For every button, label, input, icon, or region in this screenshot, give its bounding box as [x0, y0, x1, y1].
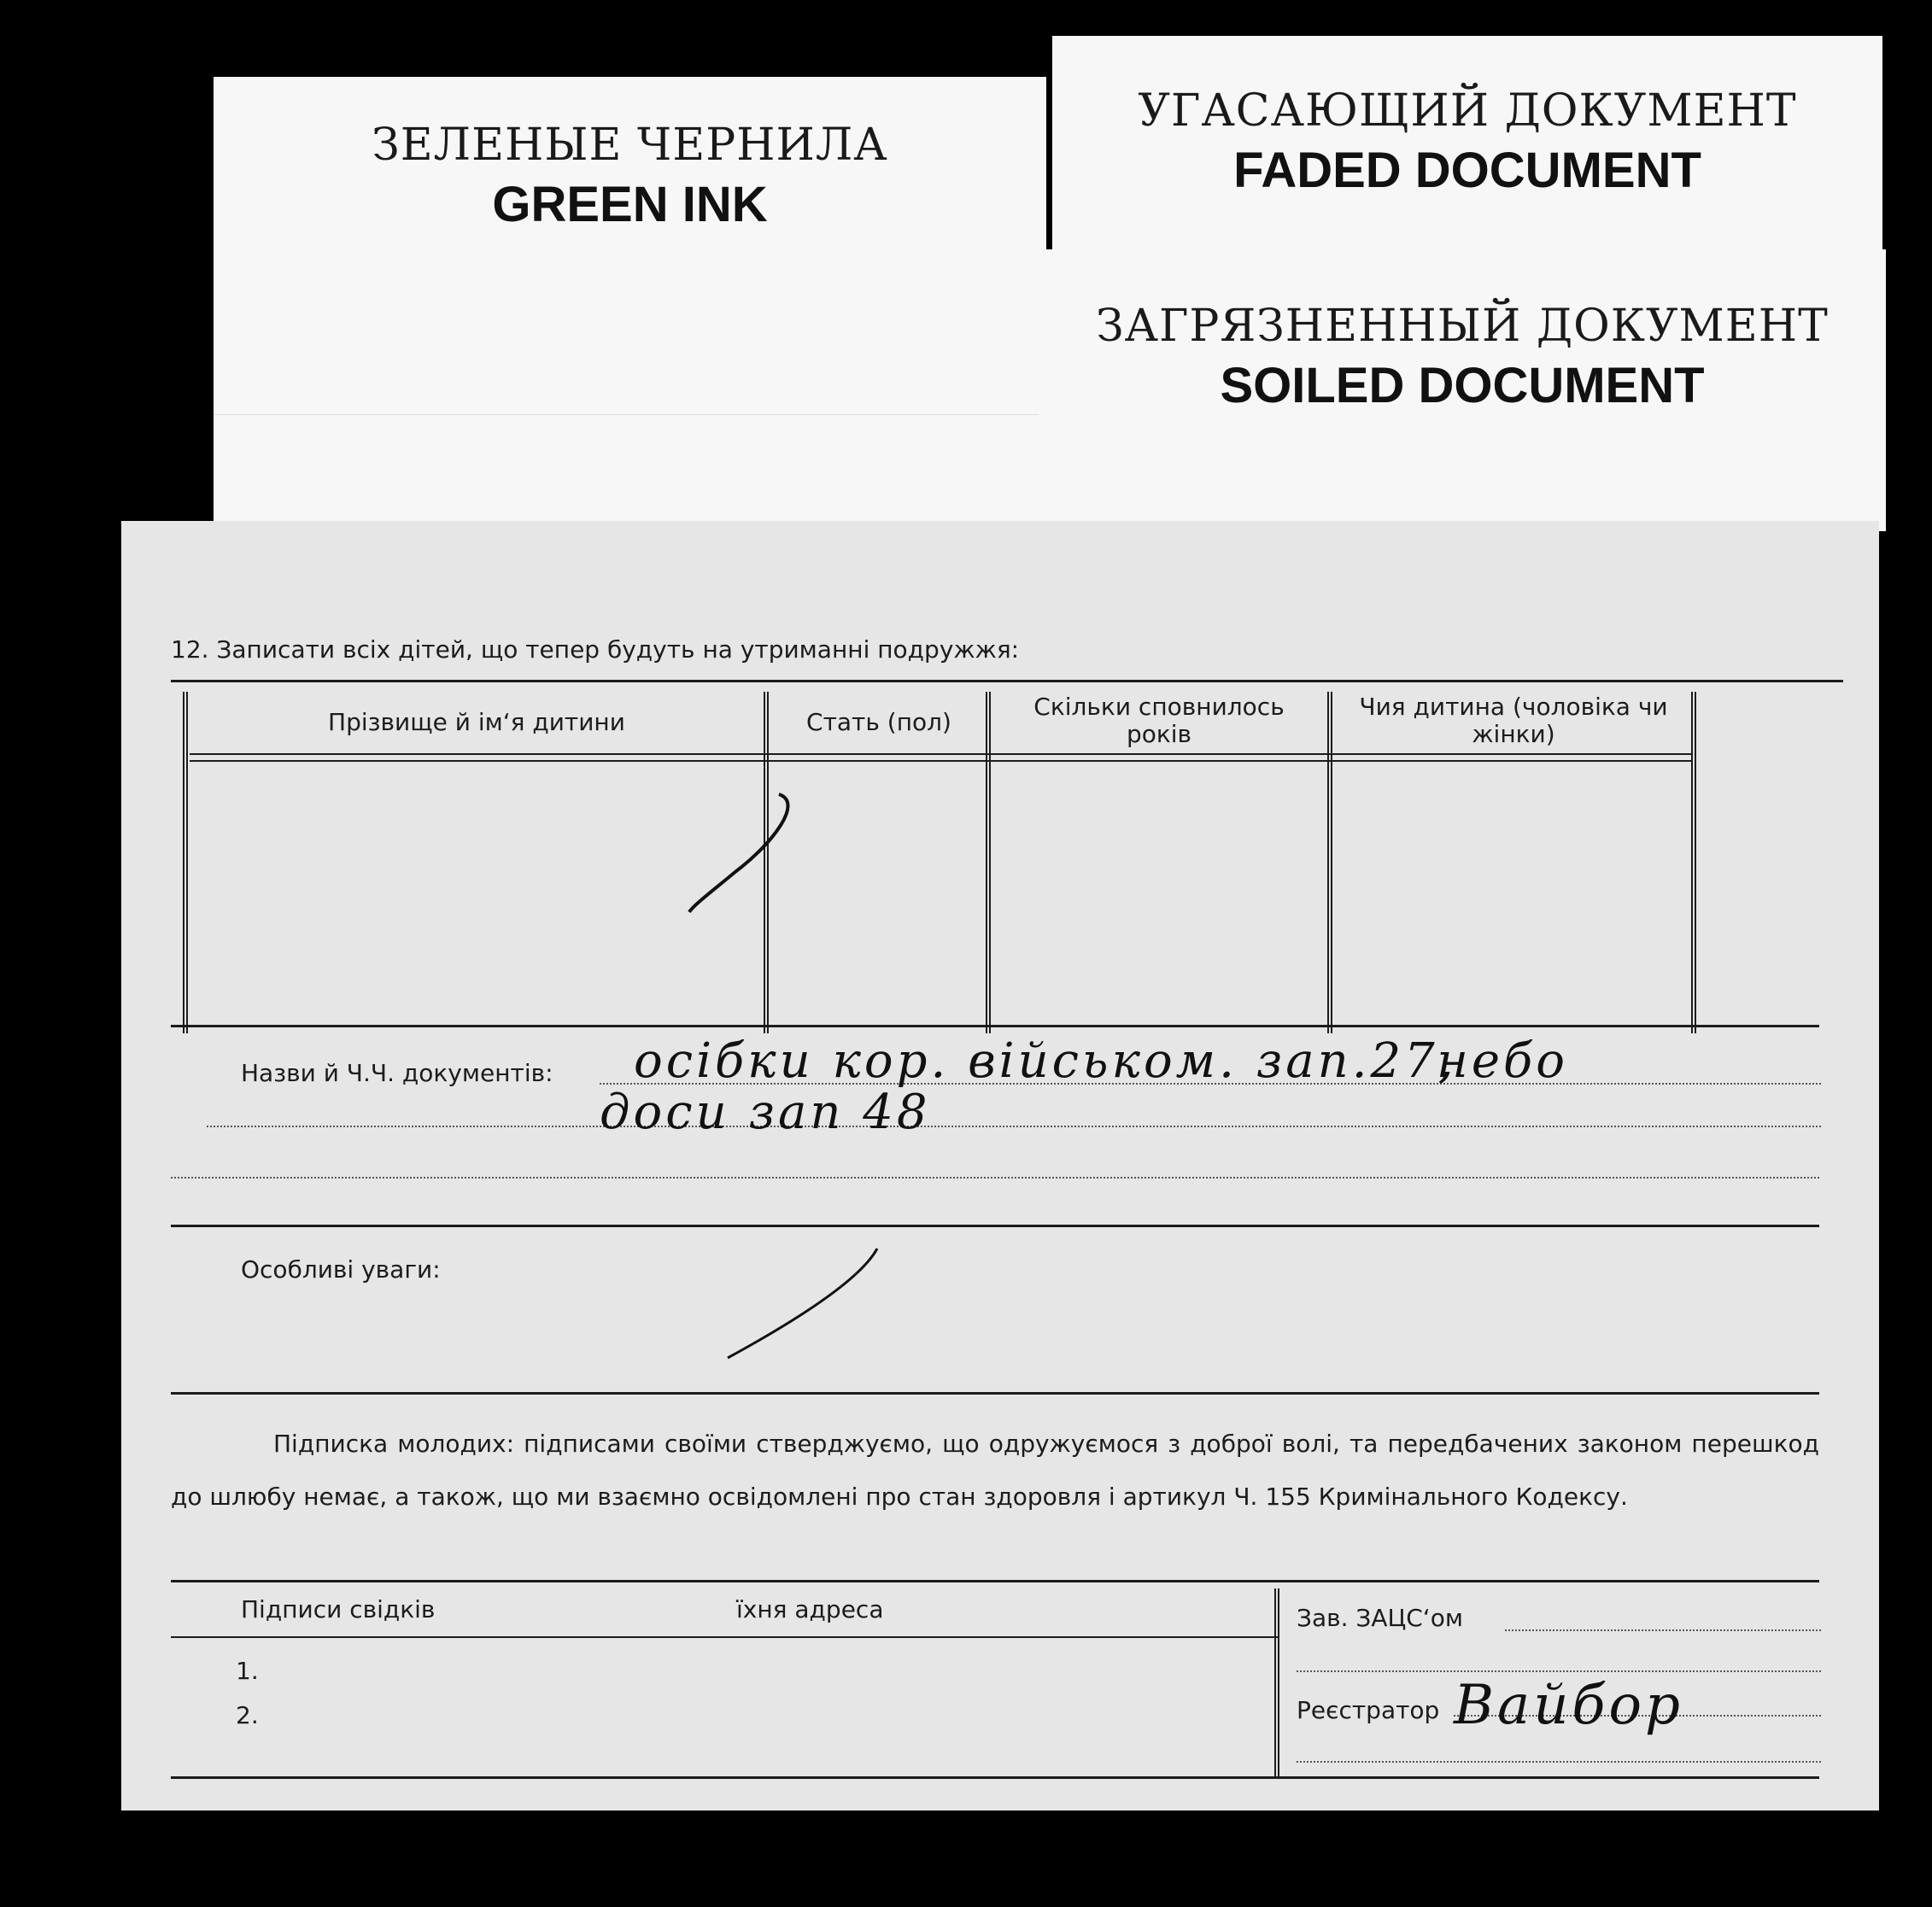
- registrar-label: Реєстратор: [1297, 1696, 1440, 1724]
- witness-registry-divider: [1274, 1588, 1279, 1776]
- documents-bottom-rule: [171, 1225, 1819, 1227]
- head-zags-label: Зав. ЗАЦС‘ом: [1297, 1604, 1463, 1632]
- column-header-whose-child: Чия дитина (чоловіка чи жінки): [1359, 693, 1668, 748]
- column-header-child-name: Прізвище й ім‘я дитини: [328, 708, 625, 736]
- form-bottom-rule: [171, 1776, 1819, 1779]
- documents-label: Назви й Ч.Ч. документів:: [241, 1059, 553, 1087]
- green-ink-en-label: GREEN INK: [492, 177, 768, 232]
- table-border-right: [1691, 692, 1696, 1033]
- table-header-rule: [190, 753, 1693, 755]
- head-zags-dotted-line-2: [1297, 1670, 1821, 1672]
- witness-2-label: 2.: [236, 1701, 259, 1729]
- table-header-rule-2: [190, 760, 1693, 762]
- dash-mark-remarks: [719, 1238, 890, 1375]
- documents-handwriting-1b: небо: [1437, 1033, 1568, 1089]
- registrar-signature: Вайбор: [1454, 1674, 1683, 1737]
- table-divider-2: [986, 692, 991, 1033]
- column-header-sex: Стать (пол): [806, 708, 951, 736]
- declaration-text: Підписка молодих: підписами своїми стверджуємо, що одружуємося з доброї волі, та передбачених законом перешкод до шлюбу немає, а також, що ми взаємно освідомлені про стан здоровля і артикул Ч. 155 Кримінального Кодексу.: [171, 1430, 1819, 1511]
- documents-dotted-line-2: [207, 1126, 1821, 1127]
- faded-document-en-label: FADED DOCUMENT: [1233, 143, 1701, 198]
- table-top-rule: [171, 680, 1843, 682]
- witness-header-rule: [171, 1636, 1279, 1638]
- witness-address-label: їхня адреса: [736, 1595, 884, 1623]
- soiled-document-en-label: SOILED DOCUMENT: [1220, 358, 1705, 413]
- remarks-bottom-rule: [171, 1392, 1819, 1395]
- faded-document-card: [1052, 36, 1882, 266]
- table-divider-3: [1327, 692, 1332, 1033]
- registrar-dotted-line-2: [1297, 1761, 1821, 1763]
- remarks-label: Особливі уваги:: [241, 1255, 441, 1284]
- green-ink-ru-label: ЗЕЛЕНЫЕ ЧЕРНИЛА: [372, 120, 888, 171]
- green-ink-card: [214, 77, 1046, 538]
- witness-1-label: 1.: [236, 1657, 259, 1685]
- soiled-document-card: [1039, 249, 1886, 531]
- table-border-left: [183, 692, 188, 1033]
- documents-dotted-line-3: [171, 1177, 1819, 1179]
- column-header-age: Скільки сповнилось років: [1033, 693, 1285, 748]
- dash-mark-children: [676, 777, 813, 922]
- table-bottom-rule: [171, 1025, 1819, 1027]
- documents-handwriting-1: осібки кор. військом. зап.27,: [634, 1033, 1457, 1089]
- documents-handwriting-2: доси зап 48: [600, 1085, 931, 1140]
- declaration-bottom-rule: [171, 1580, 1819, 1582]
- section12-title: 12. Записати всіх дітей, що тепер будуть на утриманні подружжя:: [171, 635, 1020, 664]
- marriage-record-form: [121, 521, 1879, 1810]
- soiled-document-ru-label: ЗАГРЯЗНЕННЫЙ ДОКУМЕНТ: [1096, 301, 1829, 352]
- witness-signatures-label: Підписи свідків: [241, 1595, 436, 1623]
- faded-document-ru-label: УГАСАЮЩИЙ ДОКУМЕНТ: [1138, 85, 1797, 137]
- head-zags-dotted-line: [1505, 1629, 1821, 1631]
